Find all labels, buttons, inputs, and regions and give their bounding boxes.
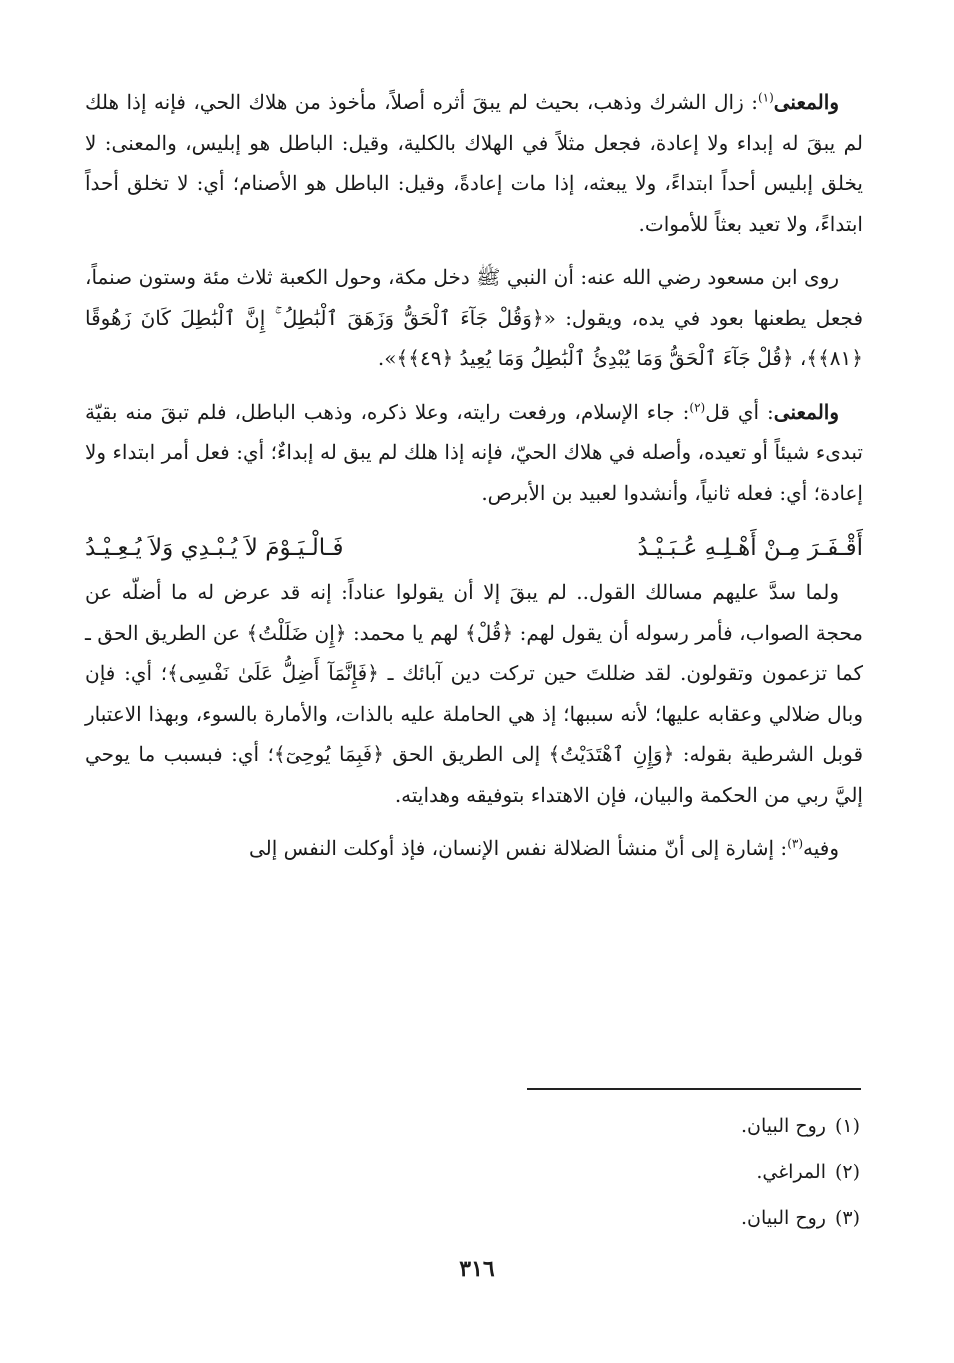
footnote-number: (٣) — [834, 1207, 860, 1229]
paragraph-lead: والمعنى — [773, 399, 840, 424]
paragraph-text: روى ابن مسعود رضي الله عنه: أن النبي ﷺ دخل مكة، وحول الكعبة ثلاث مئة وستون صنماً، فجعل يطعنها بعود في يده، ويقول: «﴿وَقُلْ جَآءَ ٱلْحَقُّ وَزَهَقَ ٱلْبَٰطِلُ ۚ إِنَّ ٱلْبَٰطِلَ كَانَ زَهُوقًا ﴿٨١﴾﴾، ﴿قُلْ جَآءَ ٱلْحَقُّ وَمَا يُبْدِئُ ٱلْبَٰطِلُ وَمَا يُعِيدُ ﴿٤٩﴾﴾». — [85, 265, 863, 370]
footnote-number: (١) — [834, 1115, 860, 1137]
footnote-ref-2[interactable]: (٢) — [689, 399, 706, 414]
paragraph-text: : زال الشرك وذهب، بحيث لم يبقَ أثره أصلاً، مأخوذ من هلاك الحي، فإنه إذا هلك لم يبقَ له إبداء ولا إعادة، فجعل مثلاً في الهلاك بالكلية، وقيل: الباطل هو إبليس، والمعنى: لا يخلق إبليس أحداً ابتداءً، ولا يبعثه، إذا مات إعادةً، وقيل: الباطل هو الأصنام؛ أي: لا تخلق أحداً ابتداءً، ولا تعيد بعثاً للأموات. — [85, 90, 863, 236]
footnote-text: روح البيان. — [741, 1207, 826, 1229]
footnote-1 — [560, 1103, 860, 1149]
paragraph-5 — [85, 828, 863, 869]
paragraph-3 — [85, 392, 863, 514]
paragraph-text-before-ref: : أي قل — [705, 399, 774, 424]
footnote-text: المراغي. — [756, 1161, 826, 1183]
footnote-text: روح البيان. — [741, 1115, 826, 1137]
footnote-ref-1[interactable]: (١) — [757, 90, 774, 105]
verse-first-hemistich: أَقْـفَـرَ مِـنْ أَهْـلِـهِ عُـبَـيْـدُ — [637, 535, 863, 561]
paragraph-2 — [85, 257, 863, 379]
verse-second-hemistich: فَـالْـيَـوْمَ لاَ يُـبْـدِي وَلاَ يُـعِـيْـدُ — [85, 535, 344, 561]
footnote-separator — [527, 1088, 861, 1090]
paragraph-text: : جاء الإسلام، ورفعت رايته، وعلا ذكره، وذهب الباطل، فلم تبقَ منه بقيّة تبدىء شيئاً أو تعيده، وأصله في هلاك الحيّ، فإنه إذا هلك لم يبق له إبداءٌ؛ أي: فعل أمر ابتداء ولا إعادة؛ أي: فعله ثانياً، وأنشدوا لعبيد بن الأبرص. — [85, 399, 863, 505]
paragraph-1 — [85, 82, 863, 244]
footnotes — [560, 1103, 860, 1241]
paragraph-lead: وفيه — [803, 836, 839, 860]
poetry-verse — [85, 526, 863, 570]
paragraph-text: : إشارة إلى أنّ منشأ الضلالة نفس الإنسان، فإذ أوكلت النفس إلى — [249, 836, 788, 860]
footnote-number: (٢) — [834, 1161, 860, 1183]
footnote-2 — [560, 1149, 860, 1195]
footnote-3 — [560, 1195, 860, 1241]
paragraph-4 — [85, 572, 863, 815]
page-number: ٣١٦ — [459, 1256, 495, 1282]
footnote-ref-3[interactable]: (٣) — [787, 836, 804, 851]
paragraph-text: ولما سدَّ عليهم مسالك القول.. لم يبقَ إلا أن يقولوا عناداً: إنه قد عرض له ما أضلّه عن محجة الصواب، فأمر رسوله أن يقول لهم: ﴿قُلْ﴾ لهم يا محمد: ﴿إِن ضَلَلْتُ﴾ عن الطريق الحق ـ كما تزعمون وتقولون. لقد ضللتَ حين تركت دين آبائك ـ ﴿فَإِنَّمَآ أَضِلُّ عَلَىٰ نَفْسِى﴾؛ أي: فإن وبال ضلالي وعقابه عليها؛ لأنه سببها؛ إذ هي الحاملة عليه بالذات، والأمارة بالسوء، وبهذا الاعتبار قوبل الشرطية بقوله: ﴿وَإِنِ ٱهْتَدَيْتُ﴾ إلى الطريق الحق ﴿فَبِمَا يُوحِىٓ﴾؛ أي: فبسبب ما يوحي إليَّ ربي من الحكمة والبيان، فإن الاهتداء بتوفيقه وهدايته. — [85, 580, 863, 807]
main-text — [85, 82, 863, 882]
paragraph-lead: والمعنى — [773, 90, 839, 114]
